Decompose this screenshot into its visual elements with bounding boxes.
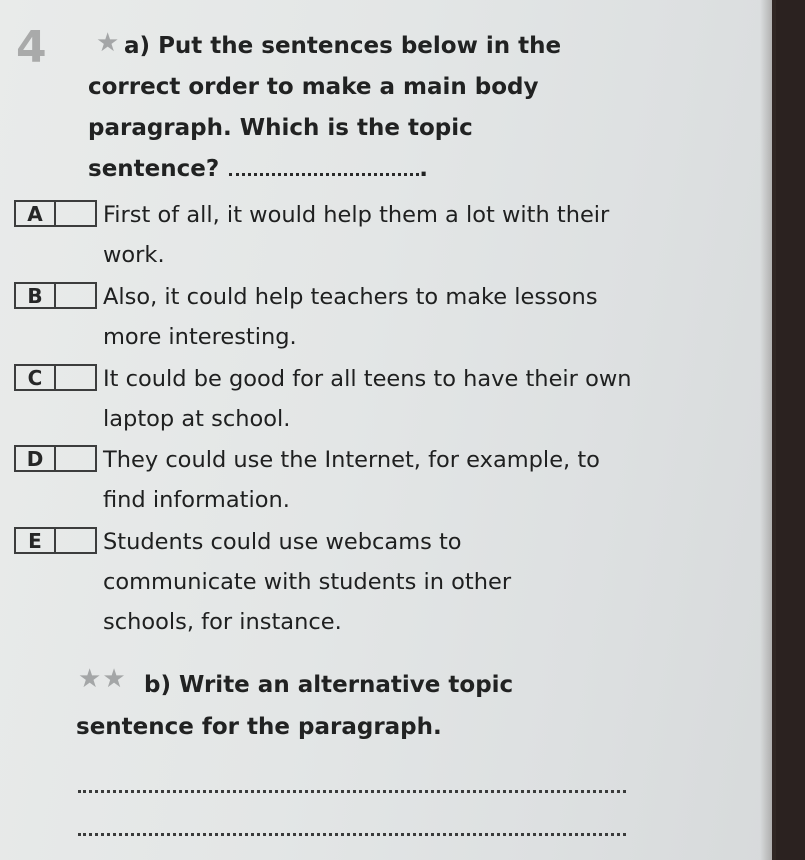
order-box[interactable]	[14, 282, 97, 309]
sentence-text: It could be good for all teens to have their own laptop at school.	[103, 366, 632, 432]
sentence-letter: D	[16, 447, 56, 470]
part-b-text: Write an alternative topic sentence for the paragraph.	[76, 672, 514, 740]
sentence-text: Also, it could help teachers to make lessons more interesting.	[103, 284, 598, 350]
answer-line[interactable]	[78, 790, 626, 793]
part-b-label: b)	[144, 672, 171, 698]
order-answer-field[interactable]	[56, 366, 95, 389]
part-a-text: Put the sentences below in the correct order to make a main body paragraph. Which is the topic sentence?	[88, 33, 570, 182]
order-answer-field[interactable]	[56, 529, 95, 552]
sentence-text: Students could use webcams to communicate with students in other schools, for instance.	[103, 529, 512, 635]
sentence-letter: C	[16, 366, 56, 389]
order-answer-field[interactable]	[56, 284, 95, 307]
part-a-instruction	[88, 26, 608, 190]
answer-line[interactable]	[78, 833, 626, 836]
order-answer-field[interactable]	[56, 202, 95, 225]
topic-sentence-answer-blank[interactable]	[229, 159, 419, 176]
sentence-text: They could use the Internet, for example, to find information.	[103, 447, 600, 513]
order-box[interactable]	[14, 527, 97, 554]
sentence-letter: E	[16, 529, 56, 552]
order-answer-field[interactable]	[56, 447, 95, 470]
difficulty-star-icon: ★	[78, 664, 103, 694]
sentence-letter: B	[16, 284, 56, 307]
sentence-letter: A	[16, 202, 56, 225]
exercise-number: 4	[16, 22, 47, 73]
order-box[interactable]	[14, 200, 97, 227]
sentence-text: First of all, it would help them a lot with their work.	[103, 202, 610, 268]
difficulty-star-icon: ★	[96, 28, 120, 58]
part-a-label: a)	[124, 33, 151, 59]
part-b-instruction	[76, 664, 636, 748]
order-box[interactable]	[14, 364, 97, 391]
order-box[interactable]	[14, 445, 97, 472]
page-edge-shadow	[760, 0, 776, 860]
difficulty-star-icon: ★	[102, 664, 127, 694]
part-a-trailing-punctuation: .	[419, 156, 428, 182]
